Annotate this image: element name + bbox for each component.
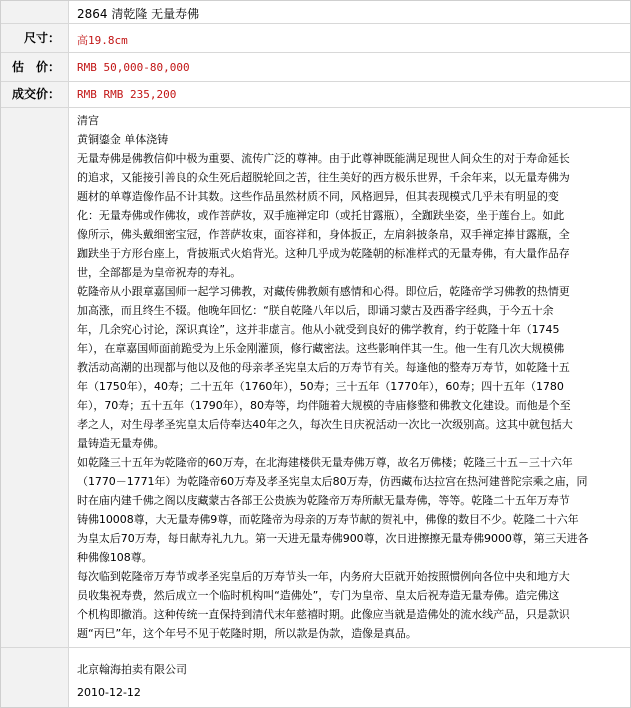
description-line: 加高涨，而且终生不辍。他晚年回忆：“朕自乾隆八年以后，即诵习蒙古及西番字经典，于今五十余 <box>77 304 554 317</box>
description-line: 年，几余究心讨论，深识真诠”，这并非虚言。他从小就受到良好的佛学教育，约于乾隆十年（1745 <box>77 323 560 336</box>
footer-label-cell <box>1 648 69 707</box>
size-row <box>1 24 630 53</box>
auction-house-name: 北京翰海拍卖有限公司 <box>77 663 187 676</box>
footer-row <box>1 648 630 707</box>
description-line: 像所示，佛头戴细密宝冠，作菩萨妆束，面容祥和，身体扳正，左肩斜披条帛，双手禅定捧甘露瓶，全 <box>77 228 570 241</box>
description-line: （1770－1771年）为乾隆帝60万寿及孝圣宪皇太后80万寿，仿西藏布达拉宫在热河建普陀宗乘之庙，同 <box>77 475 588 488</box>
description-line: 年），70寿；五十五年（1790年），80寿等，均伴随着大规模的寺庙修整和佛教文化建设。而他是个至 <box>77 399 571 412</box>
lot-title-label-cell <box>1 1 69 23</box>
description-line: 化：无量寿佛或作佛妆，或作菩萨妆，双手施禅定印（或托甘露瓶），全跏趺坐姿，坐于莲台上。如此 <box>77 209 565 222</box>
description-line: 时在庙内建千佛之阁以庋藏蒙古各部王公贵族为乾隆帝万寿所献无量寿佛，等等。乾隆二十五年万寿节 <box>77 494 570 507</box>
sold-price-row <box>1 82 630 108</box>
description-body <box>77 149 626 643</box>
description-line: 种佛像108尊。 <box>77 551 153 564</box>
size-label: 尺寸： <box>1 24 69 52</box>
estimate-value: RMB 50,000-80,000 <box>77 61 190 74</box>
sold-price-value: RMB RMB 235,200 <box>77 88 177 101</box>
description-line: 教活动高潮的出现都与他以及他的母亲孝圣宪皇太后的万寿节有关。每逢他的整寿万寿节，如乾隆十五 <box>77 361 570 374</box>
description-line: 量铸造无量寿佛。 <box>77 437 165 450</box>
description-line: 为皇太后70万寿，每日献寿礼九九。第一天进无量寿佛900尊，次日进擦擦无量寿佛9000尊，第三天进各 <box>77 532 589 545</box>
description-source: 清宫 <box>77 114 99 127</box>
description-line: 跏趺坐于方形台座上，背披瓶式火焰背光。这种几乎成为乾隆朝的标准样式的无量寿佛，有大量作品存 <box>77 247 570 260</box>
description-row <box>1 108 630 648</box>
auction-date: 2010-12-12 <box>77 686 141 699</box>
description-line: 年），在章嘉国师面前跪受为上乐金刚灌顶，修行藏密法。这些影响伴其一生。他一生有几次大规模佛 <box>77 342 565 355</box>
description-label-cell <box>1 108 69 647</box>
description-line: 无量寿佛是佛教信仰中极为重要、流传广泛的尊神。由于此尊神既能满足现世人间众生的对于寿命延长 <box>77 152 570 165</box>
description-line: 孝之人，对生母孝圣宪皇太后侍奉达40年之久，每次生日庆祝活动一次比一次级别高。这其中就包括大 <box>77 418 573 431</box>
description-content <box>77 111 626 647</box>
description-line: 每次临到乾隆帝万寿节或孝圣宪皇后的万寿节头一年，内务府大臣就开始按照惯例向各位中央和地方大 <box>77 570 570 583</box>
description-line: 个机构即撤消。这种传统一直保持到清代末年慈禧时期。此像应当就是造佛处的流水线产品，只是款识 <box>77 608 570 621</box>
description-line: 年（1750年），40寿；二十五年（1760年），50寿；三十五年（1770年），60寿；四十五年（1780 <box>77 380 564 393</box>
description-line: 题“丙巳”年，这个年号不见于乾隆时期，所以款是伪款，造像是真品。 <box>77 627 417 640</box>
description-line: 世，全部都是为皇帝祝寿的寿礼。 <box>77 266 242 279</box>
description-line: 员收集祝寿费，然后成立一个临时机构叫“造佛处”，专门为皇帝、皇太后祝寿造无量寿佛。造完佛这 <box>77 589 560 602</box>
sold-price-label: 成交价： <box>1 82 69 107</box>
description-line: 乾隆帝从小跟章嘉国师一起学习佛教，对藏传佛教颇有感情和心得。即位后，乾隆帝学习佛教的热情更 <box>77 285 570 298</box>
estimate-label: 估 价： <box>1 53 69 81</box>
description-line: 的追求，又能接引善良的众生死后超脱轮回之苦，往生美好的西方极乐世界，千余年来，以无量寿佛为 <box>77 171 570 184</box>
description-line: 如乾隆三十五年为乾隆帝的60万寿，在北海建楼供无量寿佛万尊，故名万佛楼；乾隆三十五－三十六年 <box>77 456 573 469</box>
description-material: 黄铜鎏金 单体浇铸 <box>77 133 169 146</box>
lot-title: 2864 清乾隆 无量寿佛 <box>77 7 200 21</box>
description-line: 铸佛10008尊，大无量寿佛9尊，而乾隆帝为母亲的万寿节献的贺礼中，佛像的数目不少。乾隆二十六年 <box>77 513 579 526</box>
estimate-row <box>1 53 630 82</box>
description-line: 题材的单尊造像作品不计其数。这些作品虽然材质不同，风格迥异，但其表现模式几乎未有明显的变 <box>77 190 559 203</box>
lot-title-row <box>1 1 630 24</box>
size-value: 高19.8cm <box>77 34 128 47</box>
